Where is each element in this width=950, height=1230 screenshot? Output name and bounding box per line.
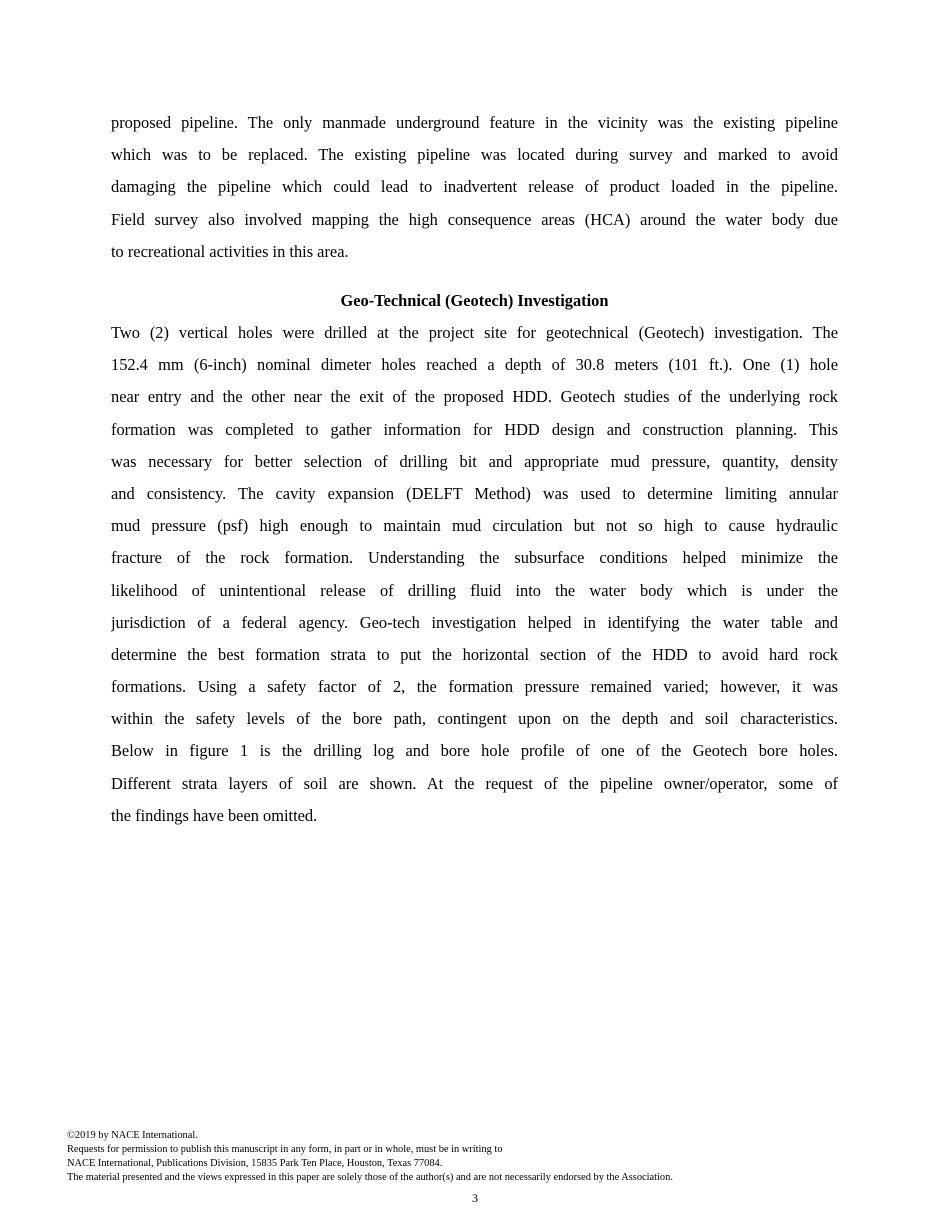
section-heading: Geo-Technical (Geotech) Investigation: [340, 291, 609, 310]
footer-copyright: ©2019 by NACE International.: [67, 1130, 198, 1141]
footer-disclaimer: The material presented and the views expressed in this paper are solely those of the author(s) and are not necessarily endorsed by the Association.: [67, 1172, 673, 1183]
text-line: jurisdiction of a federal agency. Geo-tech investigation helped in identifying the water table and: [111, 612, 838, 632]
text-line: likelihood of unintentional release of drilling fluid into the water body which is under the: [111, 580, 838, 600]
text-line: fracture of the rock formation. Understanding the subsurface conditions helped minimize the: [111, 548, 838, 568]
text-line: determine the best formation strata to put the horizontal section of the HDD to avoid hard rock: [111, 644, 838, 664]
copyright-footer: [67, 1129, 887, 1185]
text-line: Different strata layers of soil are shown. At the request of the pipeline owner/operator, some of: [111, 773, 838, 793]
text-line: was necessary for better selection of drilling bit and appropriate mud pressure, quantity, density: [111, 451, 838, 471]
paragraph-field-survey: [111, 107, 838, 268]
text-line: within the safety levels of the bore path, contingent upon on the depth and soil characteristics.: [111, 709, 838, 729]
paragraph-geotech: [111, 317, 838, 832]
text-line: which was to be replaced. The existing pipeline was located during survey and marked to avoid: [111, 145, 838, 165]
footer-address: NACE International, Publications Division, 15835 Park Ten Place, Houston, Texas 77084.: [67, 1158, 443, 1169]
text-line: Below in figure 1 is the drilling log and bore hole profile of one of the Geotech bore holes.: [111, 741, 838, 761]
text-line: 152.4 mm (6-inch) nominal dimeter holes reached a depth of 30.8 meters (101 ft.). One (1) hole: [111, 355, 838, 375]
text-line: Field survey also involved mapping the high consequence areas (HCA) around the water body due: [111, 209, 838, 229]
text-line: formations. Using a safety factor of 2, the formation pressure remained varied; however, it was: [111, 677, 838, 697]
text-line: proposed pipeline. The only manmade underground feature in the vicinity was the existing pipeline: [111, 113, 838, 132]
page-number: 3: [472, 1191, 478, 1205]
text-line: mud pressure (psf) high enough to maintain mud circulation but not so high to cause hydraulic: [111, 516, 838, 536]
text-line: formation was completed to gather information for HDD design and construction planning. This: [111, 419, 838, 439]
text-line: near entry and the other near the exit of the proposed HDD. Geotech studies of the underlying rock: [111, 387, 838, 407]
text-line: damaging the pipeline which could lead to inadvertent release of product loaded in the pipeline.: [111, 177, 838, 197]
text-line: to recreational activities in this area.: [111, 241, 349, 261]
text-line: Two (2) vertical holes were drilled at the project site for geotechnical (Geotech) investigation. The: [111, 323, 838, 342]
text-line: the findings have been omitted.: [111, 805, 318, 825]
text-line: and consistency. The cavity expansion (DELFT Method) was used to determine limiting annular: [111, 483, 838, 503]
footer-permission: Requests for permission to publish this manuscript in any form, in part or in whole, must be in writing to: [67, 1144, 503, 1155]
